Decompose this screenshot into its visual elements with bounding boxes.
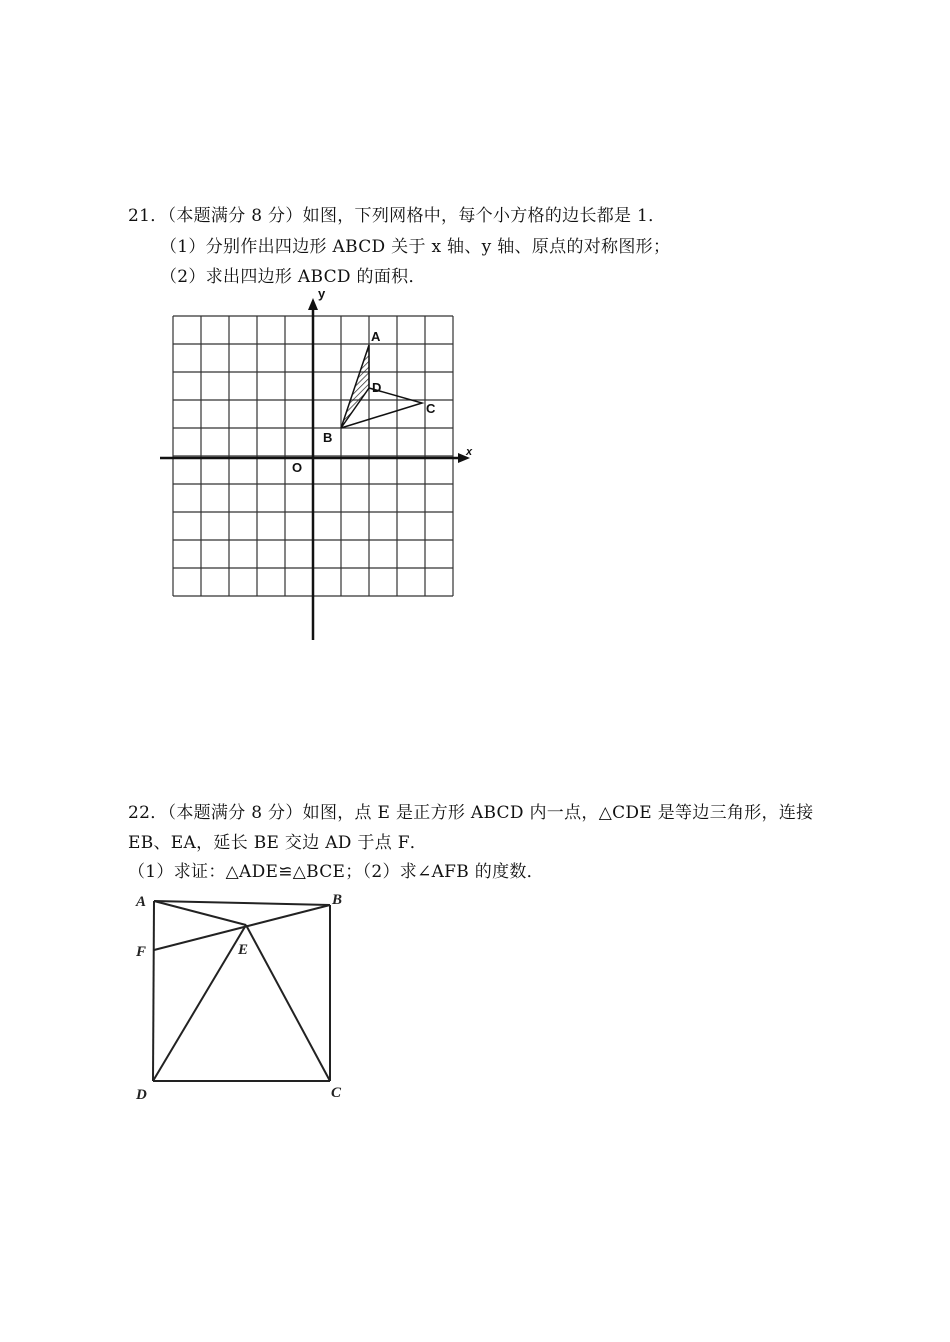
label-point-a: A	[136, 894, 147, 910]
label-point-a: A	[371, 329, 381, 344]
q21-title: 21．（本题满分 8 分）如图，下列网格中，每个小方格的边长都是 1．	[128, 206, 666, 226]
label-point-c: C	[331, 1085, 342, 1101]
q22-parts: （1）求证：△ADE≌△BCE；（2）求∠AFB 的度数．	[128, 862, 544, 882]
q21-part2: （2）求出四边形 ABCD 的面积．	[160, 267, 426, 287]
segment-de	[153, 925, 249, 1081]
label-point-d: D	[372, 380, 382, 395]
segment-ce	[246, 925, 330, 1081]
label-point-f: F	[136, 944, 147, 960]
label-point-e: E	[238, 942, 249, 958]
segment-ae	[154, 901, 246, 925]
label-point-b: B	[332, 892, 343, 908]
label-y-axis: y	[318, 286, 326, 301]
label-x-axis: x	[466, 446, 473, 458]
side-da	[153, 901, 154, 1081]
q22-title-line2: EB、EA，延长 BE 交边 AD 于点 F．	[128, 833, 428, 853]
label-point-b: B	[323, 430, 333, 445]
q21-part1: （1）分别作出四边形 ABCD 关于 x 轴、y 轴、原点的对称图形；	[160, 237, 671, 257]
side-ab	[154, 901, 330, 905]
label-origin: O	[292, 460, 303, 475]
label-point-c: C	[426, 401, 436, 416]
label-point-d: D	[136, 1087, 147, 1103]
q22-title-line1: 22．（本题满分 8 分）如图，点 E 是正方形 ABCD 内一点，△CDE 是等边三角形，连接	[128, 803, 814, 823]
